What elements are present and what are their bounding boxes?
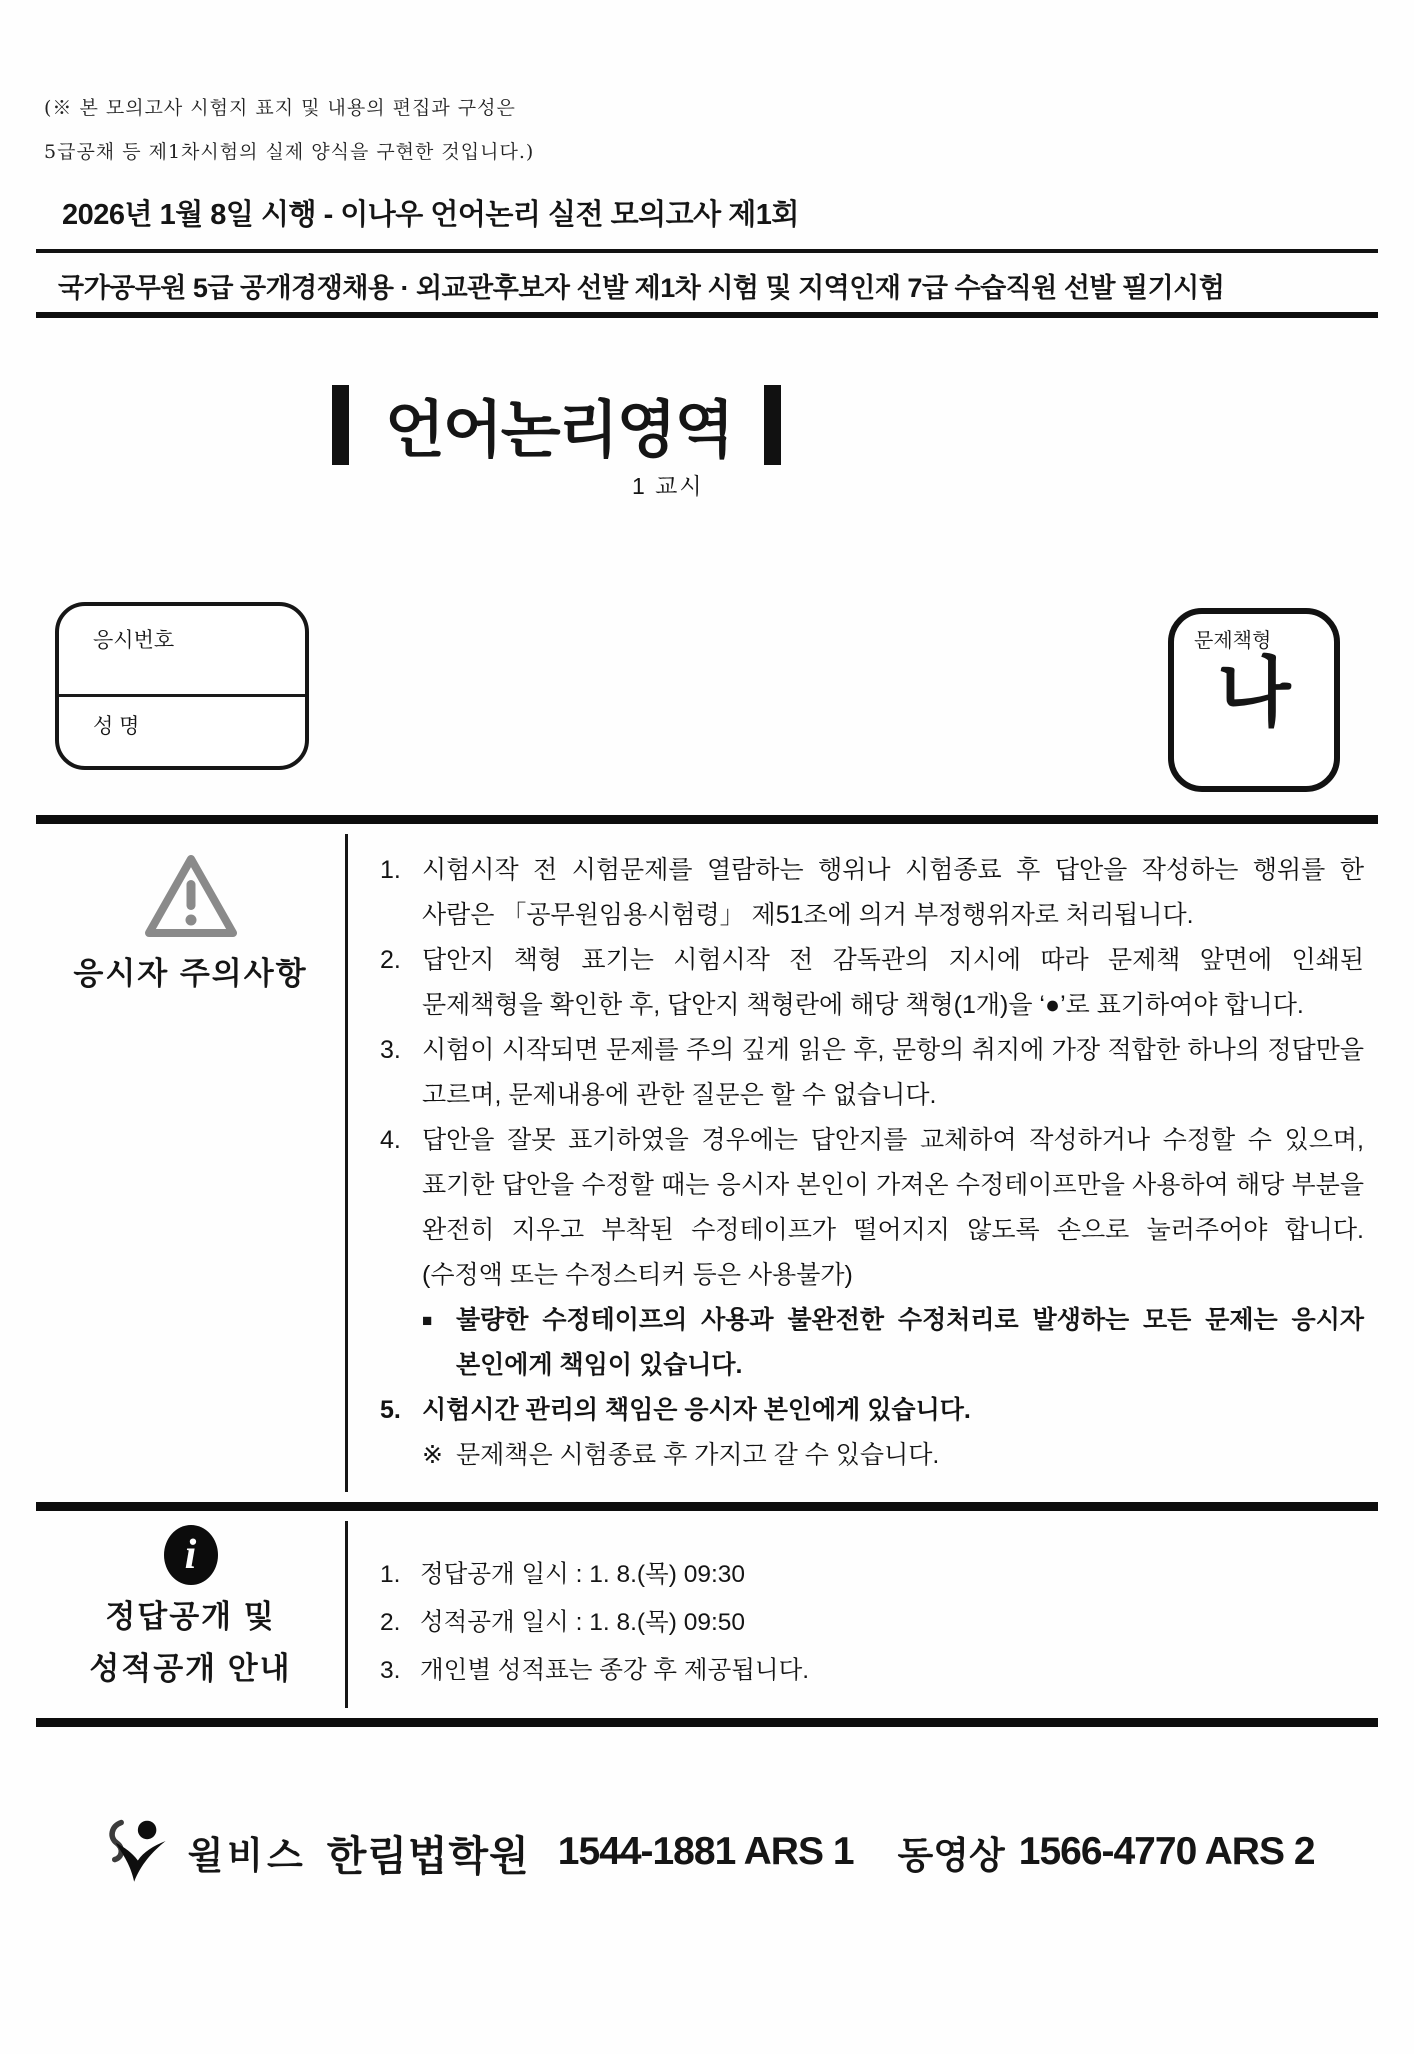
answer-info-item-3-text: 개인별 성적표는 종강 후 제공됩니다. xyxy=(420,1657,810,1684)
reference-mark-icon: ※ xyxy=(422,1441,443,1469)
answer-info-heading-line1: 정답공개 및 xyxy=(105,1599,276,1634)
exam-title: 2026년 1월 8일 시행 - 이나우 언어논리 실전 모의고사 제1회 xyxy=(62,199,799,231)
booklet-type-label: 문제책형 xyxy=(1194,630,1272,652)
notice-item-1-number: 1. xyxy=(380,856,401,884)
warning-triangle-icon xyxy=(141,850,241,942)
notice-item-1-text: 시험시작 전 시험문제를 열람하는 행위나 시험종료 후 답안을 작성하는 행위를 한 사람은 「공무원임용시험령」 제51조에 의거 부정행위자로 처리됩니다. xyxy=(422,856,1364,929)
booklet-type-value: 나 xyxy=(1217,651,1291,736)
notice-item-2-text: 답안지 책형 표기는 시험시작 전 감독관의 지시에 따라 문제책 앞면에 인쇄된 문제책형을 확인한 후, 답안지 책형란에 해당 책형(1개)을 ‘●’로 표기하여야 합니다. xyxy=(422,946,1364,1019)
notice-item-4-subnote xyxy=(380,1298,1364,1388)
notice-vertical-divider xyxy=(345,834,348,1492)
notice-item-4 xyxy=(380,1118,1364,1298)
square-bullet-icon: ■ xyxy=(422,1311,433,1330)
answer-info-heading xyxy=(36,1591,345,1695)
answer-info-item-2-text: 성적공개 일시 : 1. 8.(목) 09:50 xyxy=(420,1609,746,1636)
edition-note xyxy=(44,86,534,174)
phone-number-ars2: 1566-4770 ARS 2 xyxy=(1018,1830,1315,1873)
edition-note-line2: 5급공채 등 제1차시험의 실제 양식을 구현한 것입니다.) xyxy=(44,141,535,163)
notice-list xyxy=(380,848,1364,1478)
info-icon: i xyxy=(164,1525,218,1585)
notice-heading: 응시자 주의사항 xyxy=(73,956,308,991)
notice-item-5-subnote xyxy=(380,1433,1364,1478)
notice-item-4-subnote-text: 불량한 수정테이프의 사용과 불완전한 수정처리로 발생하는 모든 문제는 응시자 본인에게 책임이 있습니다. xyxy=(456,1306,1364,1379)
phone-number-ars1: 1544-1881 ARS 1 xyxy=(557,1830,854,1873)
section-title-block xyxy=(332,380,781,469)
answer-info-item-1 xyxy=(380,1551,1364,1599)
notice-item-4-text: 답안을 잘못 표기하였을 경우에는 답안지를 교체하여 작성하거나 수정할 수 있으며, 표기한 답안을 수정할 때는 응시자 본인이 가져온 수정테이프만을 사용하여 해당 부분을 완전히 지우고 부착된 수정테이프가 떨어지지 않도록 손으로 눌러주어야 합니다. (수정액 또는 수정스티커 등은 사용불가) xyxy=(422,1126,1364,1289)
exam-subtitle: 국가공무원 5급 공개경쟁채용 · 외교관후보자 선발 제1차 시험 및 지역인재 7급 수습직원 선발 필기시험 xyxy=(58,273,1225,303)
title-right-bar xyxy=(764,385,781,465)
willbes-logo-icon xyxy=(99,1814,173,1894)
notice-item-2 xyxy=(380,938,1364,1028)
answer-info-item-1-text: 정답공개 일시 : 1. 8.(목) 09:30 xyxy=(420,1561,746,1588)
academy-name: 한림법학원 xyxy=(326,1832,530,1879)
answer-info-vertical-divider xyxy=(345,1521,348,1708)
notice-left-column xyxy=(36,824,345,993)
notice-item-5-number: 5. xyxy=(380,1396,401,1424)
candidate-name-label: 성 명 xyxy=(93,715,140,738)
notice-item-5-subnote-text: 문제책은 시험종료 후 가지고 갈 수 있습니다. xyxy=(456,1441,940,1469)
booklet-type-box xyxy=(1168,608,1340,792)
candidate-number-label: 응시번호 xyxy=(93,629,175,652)
answer-info-left-column xyxy=(36,1511,345,1695)
thick-rule-bottom xyxy=(36,1718,1378,1727)
notice-item-1 xyxy=(380,848,1364,938)
candidate-info-box xyxy=(55,602,309,770)
notice-item-4-number: 4. xyxy=(380,1126,401,1154)
answer-info-section xyxy=(36,1511,1378,1718)
answer-info-heading-line2: 성적공개 안내 xyxy=(89,1651,292,1686)
answer-info-item-2-number: 2. xyxy=(380,1609,401,1636)
thick-rule-middle xyxy=(36,1502,1378,1511)
notice-item-3-text: 시험이 시작되면 문제를 주의 깊게 읽은 후, 문항의 취지에 가장 적합한 하나의 정답만을 고르며, 문제내용에 관한 질문은 할 수 없습니다. xyxy=(422,1036,1364,1109)
answer-info-list xyxy=(380,1551,1364,1695)
candidate-box-separator xyxy=(59,694,305,697)
notice-item-3 xyxy=(380,1028,1364,1118)
brand-name: 윌비스 xyxy=(187,1835,307,1876)
notice-item-3-number: 3. xyxy=(380,1036,401,1064)
notice-item-5 xyxy=(380,1388,1364,1433)
thick-rule-top xyxy=(36,815,1378,824)
notice-item-2-number: 2. xyxy=(380,946,401,974)
footer-brand-line xyxy=(0,1812,1414,1892)
answer-info-item-3-number: 3. xyxy=(380,1657,401,1684)
answer-info-item-3 xyxy=(380,1647,1364,1695)
exam-period: 1 교시 xyxy=(632,473,704,499)
notice-item-5-text: 시험시간 관리의 책임은 응시자 본인에게 있습니다. xyxy=(422,1396,971,1424)
answer-info-item-1-number: 1. xyxy=(380,1561,401,1588)
notice-section xyxy=(36,824,1378,1502)
divider-under-subtitle xyxy=(36,312,1378,318)
edition-note-line1: (※ 본 모의고사 시험지 표지 및 내용의 편집과 구성은 xyxy=(44,97,516,119)
video-label: 동영상 xyxy=(897,1835,1005,1876)
section-title: 언어논리영역 xyxy=(385,396,733,465)
answer-info-item-2 xyxy=(380,1599,1364,1647)
divider-under-title xyxy=(36,249,1378,253)
title-left-bar xyxy=(332,385,349,465)
